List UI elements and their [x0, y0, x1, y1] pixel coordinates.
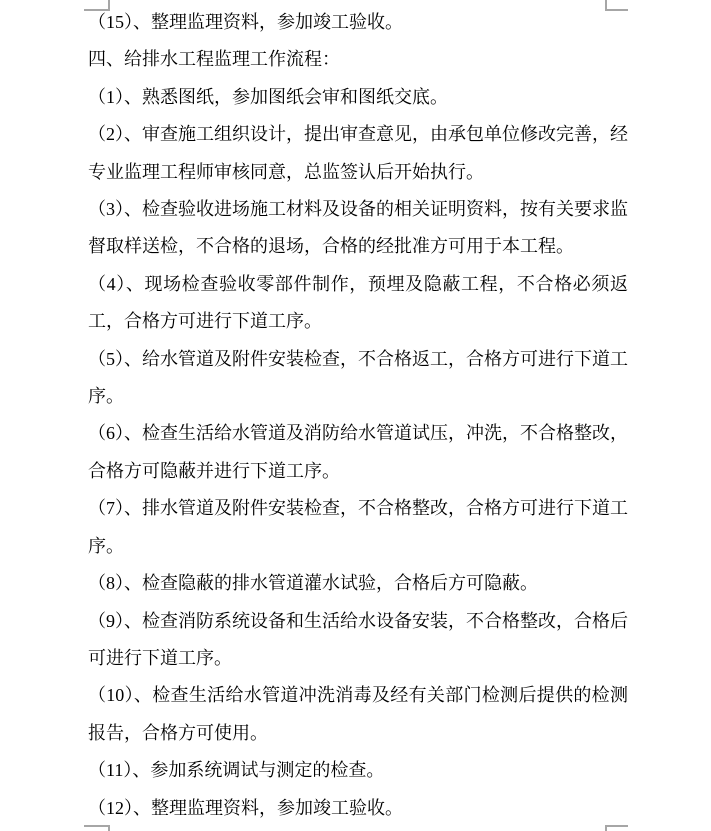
- paragraph-item-9: （9）、检查消防系统设备和生活给水设备安装，不合格整改，合格后可进行下道工序。: [88, 610, 628, 668]
- paragraph-item-6: （6）、检查生活给水管道及消防给水管道试压，冲洗，不合格整改，合格方可隐蔽并进行下道工序。: [88, 423, 628, 481]
- paragraph-item-12: （12）、整理监理资料，参加竣工验收。: [88, 797, 403, 818]
- paragraph-item-7: （7）、排水管道及附件安装检查，不合格整改，合格方可进行下道工序。: [88, 498, 628, 556]
- paragraph-item-15: （15）、整理监理资料，参加竣工验收。: [88, 12, 403, 32]
- paragraph-item-5: （5）、给水管道及附件安装检查，不合格返工，合格方可进行下道工序。: [88, 348, 628, 407]
- paragraph-item-11: （11）、参加系统调试与测定的检查。: [88, 760, 385, 781]
- document-text-area: [88, 4, 628, 827]
- paragraph-item-4: （4）、现场检查验收零部件制作，预埋及隐蔽工程，不合格必须返工，合格方可进行下道工序。: [88, 273, 628, 332]
- paragraph-item-3: （3）、检查验收进场施工材料及设备的相关证明资料，按有关要求监督取样送检，不合格的退场，合格的经批准方可用于本工程。: [88, 199, 628, 257]
- paragraph-item-1: （1）、熟悉图纸，参加图纸会审和图纸交底。: [88, 86, 448, 107]
- paragraph-item-8: （8）、检查隐蔽的排水管道灌水试验，合格后方可隐蔽。: [88, 573, 538, 594]
- paragraph-item-2: （2）、审查施工组织设计，提出审查意见，由承包单位修改完善，经专业监理工程师审核同意，总监签认后开始执行。: [88, 124, 628, 182]
- paragraph-item-10: （10）、检查生活给水管道冲洗消毒及经有关部门检测后提供的检测报告，合格方可使用。: [88, 685, 628, 743]
- section-heading: 四、给排水工程监理工作流程：: [88, 49, 340, 70]
